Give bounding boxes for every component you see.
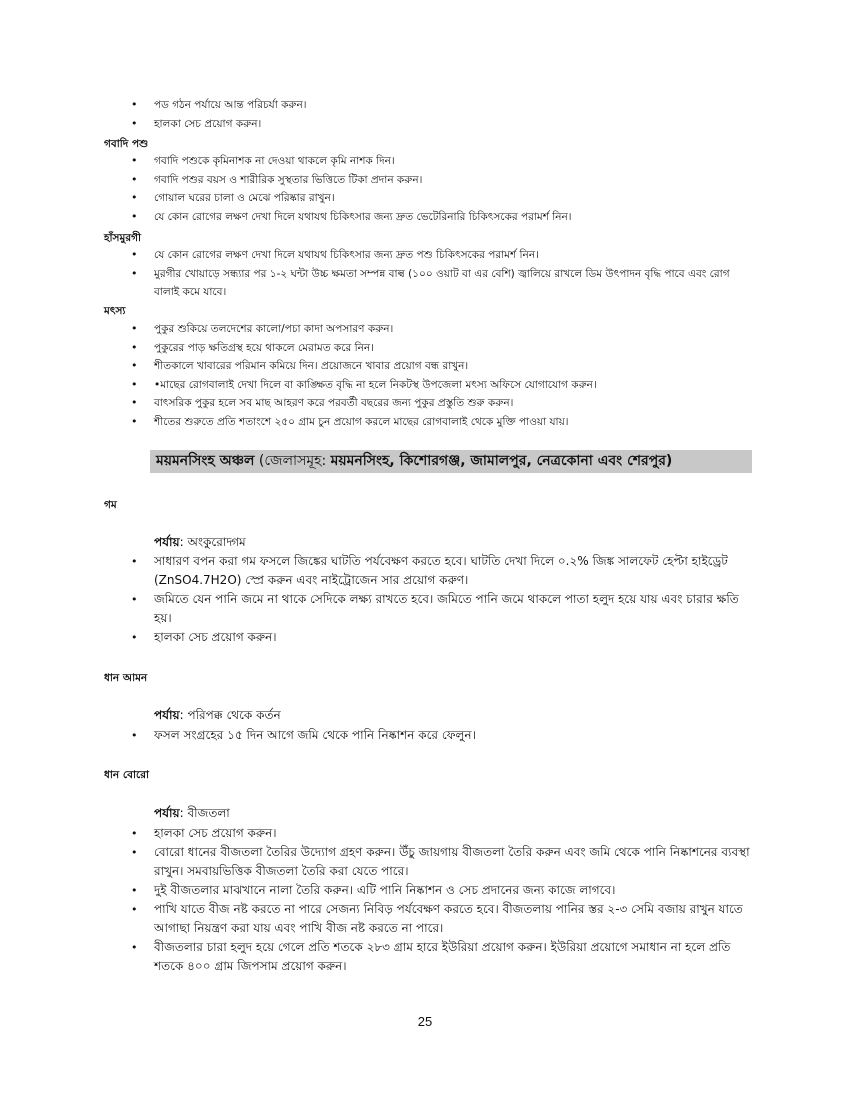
aman-heading: ধান আমন [104,672,148,684]
bullet-icon: • [131,154,138,167]
bullet-icon: • [131,209,138,223]
list-item: • দুই বীজতলার মাঝখানে নালা তৈরি করুন। এটি পানি নিষ্কাশন ও সেচ প্রদানের জন্য কাজে লাগবে। [0,881,850,900]
stage-label: পর্যায় [154,535,180,549]
bullet-icon: • [131,116,138,130]
wheat-bullet-list [0,552,850,647]
bullet-icon: • [131,172,138,186]
list-item: • হালকা সেচ প্রয়োগ করুন। [0,115,850,134]
list-item: • গবাদি পশুর বয়স ও শারীরিক সুস্থতার ভিত্তিতে টিকা প্রদান করুন। [0,171,850,190]
list-item: • যে কোন রোগের লক্ষণ দেখা দিলে যথাযথ চিকিৎসার জন্য দ্রুত পশু চিকিৎসকের পরামর্শ নিন। [0,246,850,265]
list-item: • •মাছের রোগবালাই দেখা দিলে বা কাঙ্ক্ষিত বৃদ্ধি না হলে নিকটস্থ উপজেলা মৎস্য অফিসে যোগাযোগ করুন। [0,376,850,395]
bullet-icon: • [131,729,138,742]
poultry-bullet-list [0,246,850,302]
list-item: • সাধারণ বপন করা গম ফসলে জিঙ্কের ঘাটতি পর্যবেক্ষণ করতে হবে। ঘাটতি দেখা দিলে ০.২% জিঙ্ক সালফেট হেপ্টা হাইড্রেট (ZnSO4.7H2O) স্প্রে করুন এবং নাইট্রোজেন সার প্রয়োগ করুণ। [131,554,728,587]
livestock-heading: গবাদি পশু [104,138,149,150]
list-item: • হালকা সেচ প্রয়োগ করুন। [0,628,850,647]
bullet-icon: • [131,359,138,372]
bullet-icon: • [131,884,138,897]
region-name: ময়মনসিংহ অঞ্চল [156,453,255,469]
list-item: • পড গঠন পর্যায়ে আন্ত পরিচর্যা করুন। [0,96,850,115]
livestock-bullet-list [0,152,850,226]
aman-bullet-list [0,726,850,745]
list-item: • শীতকালে খাবারের পরিমান কমিয়ে দিন। প্রয়োজনে খাবার প্রয়োগ বন্ধ রাখুন। [0,357,850,376]
aman-stage [154,706,281,724]
wheat-heading: গম [104,499,117,511]
region-districts: ময়মনসিংহ, কিশোরগঞ্জ, জামালপুর, নেত্রকোনা এবং শেরপুর) [330,453,673,469]
list-item: • যে কোন রোগের লক্ষণ দেখা দিলে যথাযথ চিকিৎসার জন্য দ্রুত ভেটেরিনারি চিকিৎসকের পরামর্শ নিন। [0,208,850,227]
list-item: • জমিতে যেন পানি জমে না থাকে সেদিকে লক্ষ্য রাখতে হবে। জমিতে পানি জমে থাকলে পাতা হলুদ হয়ে যায় এবং চারার ক্ষতি হয়। [131,592,739,625]
list-item: • বোরো ধানের বীজতলা তৈরির উদ্যোগ গ্রহণ করুন। উঁচু জায়গায় বীজতলা তৈরি করুন এবং জমি থেকে পানি নিষ্কাশনের ব্যবস্থা রাখুন। সমবায়ভিত্তিক বীজতলা তৈরি করা যেতে পারে। [131,845,750,878]
bullet-icon: • [131,98,138,111]
region-districts-prefix: (জেলাসমূহ: [258,453,331,469]
bullet-icon: • [131,941,138,954]
boro-stage [154,804,230,822]
bullet-icon: • [131,903,138,916]
list-item: • পুকুর শুকিয়ে তলদেশের কালো/পচা কাদা অপসারণ করুন। [0,320,850,339]
boro-heading: ধান বোরো [104,769,150,781]
bullet-icon: • [131,266,138,280]
list-item: • শীতের শুরুতে প্রতি শতাংশে ২৫০ গ্রাম চুন প্রয়োগ করলে মাছের রোগবালাই থেকে মুক্তি পাওয়া যায়। [0,413,850,432]
bullet-icon: • [131,631,138,644]
bullet-icon: • [131,191,138,204]
stage-value: : পরিপক্ক থেকে কর্তন [179,708,281,722]
list-item: • পুকুরের পাড় ক্ষতিগ্রস্থ হয়ে থাকলে মেরামত করে নিন। [0,339,850,358]
bullet-icon: • [131,593,138,606]
list-item: • গবাদি পশুকে কৃমিনাশক না দেওয়া থাকলে কৃমি নাশক দিন। [0,152,850,171]
bullet-icon: • [131,248,138,261]
list-item: • মুরগীর খোয়াড়ে সন্ধ্যার পর ১-২ ঘন্টা উচ্চ ক্ষমতা সম্পন্ন বাল্ব (১০০ ওয়াট বা এর বেশি) জ্বালিয়ে রাখলে ডিম উৎপাদন বৃদ্ধি পাবে এবং রোগ বালাই কমে যাবে। [131,266,730,298]
list-item: • বাৎসরিক পুকুর হলে সব মাছ আহরণ করে পরবর্তী বছরের জন্য পুকুর প্রস্তুতি শুরু করুন। [0,394,850,413]
bullet-icon: • [131,555,138,568]
top-bullet-list [0,96,850,133]
stage-label: পর্যায় [154,806,180,820]
list-item: • পাখি যাতে বীজ নষ্ট করতে না পারে সেজন্য নিবিড় পর্যবেক্ষণ করতে হবে। বীজতলায় পানির স্তর ২-৩ সেমি বজায় রাখুন যাতে আগাছা নিয়ন্ত্রণ করা যায় এবং পাখি বীজ নষ্ট করতে না পারে। [131,902,743,935]
stage-label: পর্যায় [154,708,180,722]
stage-value: : বীজতলা [179,806,230,820]
boro-bullet-list [0,824,850,976]
poultry-heading: হাঁসমুরগী [104,232,141,244]
list-item: • হালকা সেচ প্রয়োগ করুন। [0,824,850,843]
bullet-icon: • [131,827,138,840]
region-banner [150,450,752,473]
list-item: • ফসল সংগ্রহের ১৫ দিন আগে জমি থেকে পানি নিষ্কাশন করে ফেলুন। [0,726,850,745]
bullet-icon: • [131,322,138,335]
bullet-icon: • [131,340,138,354]
fisheries-bullet-list [0,320,850,431]
list-item: • বীজতলার চারা হলুদ হয়ে গেলে প্রতি শতকে ২৮৩ গ্রাম হারে ইউরিয়া প্রয়োগ করুন। ইউরিয়া প্রয়োগে সমাধান না হলে প্রতি শতকে ৪০০ গ্রাম জিপসাম প্রয়োগ করুন। [131,940,731,973]
bullet-icon: • [131,846,138,859]
stage-value: : অংকুরোদ্গম [179,535,246,549]
bullet-icon: • [131,396,138,409]
wheat-stage [154,533,246,551]
list-item: • গোয়াল ঘরের চালা ও মেঝে পরিষ্কার রাখুন। [0,189,850,208]
bullet-icon: • [131,414,138,428]
page-number: 25 [417,1014,433,1029]
region-banner-text [156,452,672,471]
fisheries-heading: মৎস্য [104,305,126,317]
bullet-icon: • [131,377,138,391]
